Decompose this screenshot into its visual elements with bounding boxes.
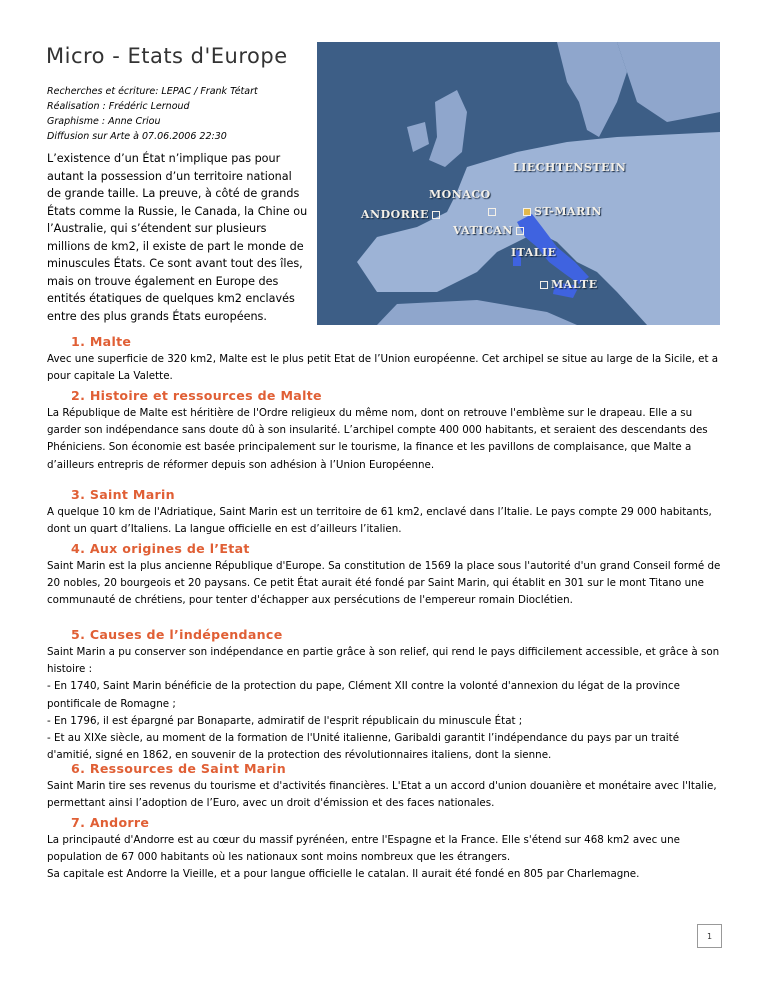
map-label-vatican-text: VATICAN [453, 224, 513, 237]
section-histoire-malte [47, 388, 723, 474]
section-andorre [47, 815, 723, 884]
map-label-andorre [361, 208, 443, 221]
europe-map-image [317, 42, 720, 325]
section-heading: 1. Malte [71, 334, 132, 349]
malte-marker-icon [540, 281, 548, 289]
section-heading: 2. Histoire et ressources de Malte [71, 388, 322, 403]
section-body: Saint Marin tire ses revenus du tourisme et d'activités financières. L'Etat a un accord d'union douanière et monétaire avec l'Italie, permettant ainsi l’adoption de l’Euro, avec un droit d'émission et des faces nationales. [47, 780, 717, 810]
section-body: La République de Malte est héritière de l'Ordre religieux du même nom, dont on retrouve l'emblème sur le drapeau. Elle a su garder son indépendance sans doute dû à son insularité. L’archipel compte 400 000 habitants, et seraient des descendants des Phéniciens. Son économie est basée principalement sur le tourisme, la finance et les pavillons de complaisance, que Malte a d’ailleurs entrepris de réformer depuis son adhésion à l’Union Européenne. [47, 407, 708, 471]
monaco-marker-icon [488, 208, 496, 216]
map-label-st-marin-text: ST-MARIN [534, 205, 602, 218]
andorre-marker-icon [432, 211, 440, 219]
map-label-st-marin [520, 205, 602, 218]
credit-line: Réalisation : Frédéric Lernoud [47, 101, 190, 112]
credit-line: Diffusion sur Arte à 07.06.2006 22:30 [47, 131, 227, 142]
section-ressources-saint-marin [47, 761, 723, 812]
section-saint-marin [47, 487, 723, 538]
vatican-marker-icon [516, 227, 524, 235]
map-label-monaco: MONACO [429, 188, 491, 201]
section-heading: 3. Saint Marin [71, 487, 175, 502]
credit-line: Graphisme : Anne Criou [47, 116, 161, 127]
map-label-malte-text: MALTE [551, 278, 598, 291]
map-label-italie: ITALIE [511, 246, 557, 259]
map-drawing [317, 42, 720, 325]
map-label-vatican [453, 224, 527, 237]
section-heading: 7. Andorre [71, 815, 150, 830]
section-heading: 6. Ressources de Saint Marin [71, 761, 286, 776]
section-body: A quelque 10 km de l'Adriatique, Saint Marin est un territoire de 61 km2, enclavé dans l’Italie. Le pays compte 29 000 habitants, dont un quart d’Italiens. La langue officielle en est d’ailleurs l’italien. [47, 506, 712, 536]
intro-paragraph: L’existence d’un État n’implique pas pour autant la possession d’un territoire national de grande taille. La preuve, à côté de grands États comme la Russie, le Canada, la Chine ou l’Australie, qui s’étendent sur plusieurs millions de km2, il existe de part le monde de minuscules États. Ce sont avant tout des îles, mais on trouve également en Europe des entités étatiques de quelques km2 enclavés entre des plus grands États européens. [47, 152, 308, 323]
st-marin-marker-icon [523, 208, 531, 216]
section-body: La principauté d'Andorre est au cœur du massif pyrénéen, entre l'Espagne et la France. Elle s'étend sur 468 km2 avec une population de 67 000 habitants où les nationaux sont moins nombreux que les étrangers. Sa capitale est Andorre la Vieille, et a pour langue officielle le catalan. Il aurait été fondé en 805 par Charlemagne. [47, 834, 680, 881]
page-number: 1 [697, 924, 722, 948]
page-title: Micro - Etats d'Europe [46, 44, 288, 68]
credits [47, 84, 258, 144]
section-body: Saint Marin est la plus ancienne République d'Europe. Sa constitution de 1569 la place sous l'autorité d'un grand Conseil formé de 20 nobles, 20 bourgeois et 20 paysans. Ce petit État aurait été fondé par Saint Marin, qui établit en 301 sur le mont Titano une communauté de chrétiens, pour tenter d'échapper aux persécutions de l'empereur romain Dioclétien. [47, 560, 721, 607]
section-origines-etat [47, 541, 723, 610]
section-body: Saint Marin a pu conserver son indépendance en partie grâce à son relief, qui rend le pays difficilement accessible, et grâce à son histoire : - En 1740, Saint Marin bénéficie de la protection du pape, Clément XII contre la volonté d'annexion du légat de la province pontificale de Romagne ; - En 1796, il est épargné par Bonaparte, admiratif de l'esprit républicain du minuscule État ; - Et au XIXe siècle, au moment de la formation de l'Unité italienne, Garibaldi garantit l’indépendance du pays par un traité d'amitié, signé en 1862, en souvenir de la protection des révolutionnaires italiens, dont la sienne. [47, 646, 720, 762]
map-label-malte [537, 278, 598, 291]
section-heading: 5. Causes de l’indépendance [71, 627, 283, 642]
credit-line: Recherches et écriture: LEPAC / Frank Tétart [47, 86, 258, 97]
section-causes-independance [47, 627, 723, 764]
section-malte [47, 334, 723, 385]
map-label-liechtenstein: LIECHTENSTEIN [513, 161, 627, 174]
section-heading: 4. Aux origines de l’Etat [71, 541, 250, 556]
section-body: Avec une superficie de 320 km2, Malte est le plus petit Etat de l’Union européenne. Cet archipel se situe au large de la Sicile, et a pour capitale La Valette. [47, 353, 719, 383]
map-label-andorre-text: ANDORRE [361, 208, 429, 221]
